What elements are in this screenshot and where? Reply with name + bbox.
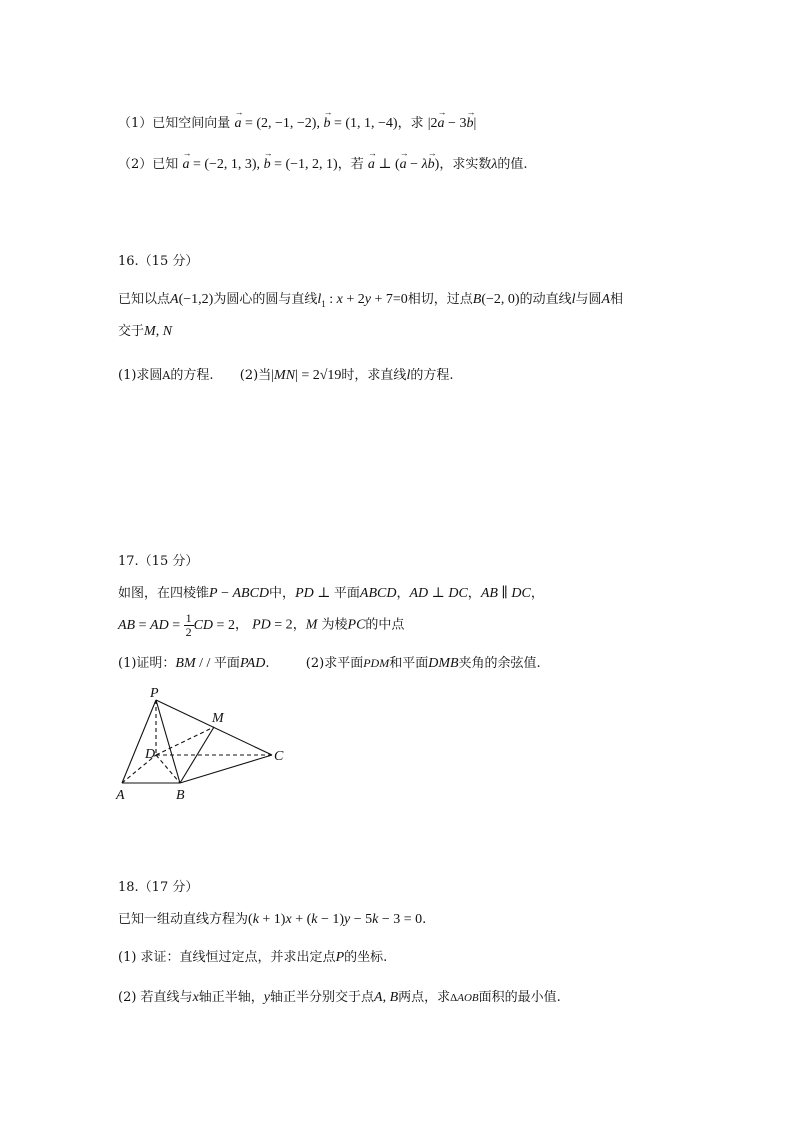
p17-q2-c: 夹角的余弦值.	[458, 656, 541, 671]
p18-q2-line	[118, 986, 561, 1006]
p17-stem-c: 平面	[333, 586, 360, 601]
p15-q2-lambda: λ	[491, 157, 498, 172]
p18-points-ab: A, B	[374, 990, 399, 1005]
p17-line2-d: 的中点	[365, 617, 405, 633]
p16-stem-c: 相切，过点	[407, 292, 473, 307]
p17-plane-dmb: DMB	[428, 656, 459, 671]
p16-q1: (1)求圆	[118, 368, 163, 383]
p18-q2-e: 面积的最小值.	[478, 990, 561, 1005]
p16-q1-b: 的方程.	[170, 368, 214, 383]
p15-q1-line	[118, 112, 476, 132]
p16-stem-a: 已知以点	[118, 292, 171, 307]
label-b: B	[176, 788, 185, 803]
p17-plane-pdm: PDM	[363, 656, 390, 670]
p17-stem-f: ，	[530, 586, 544, 601]
p17-stem-d: ，	[396, 586, 410, 601]
p17-q2-b: 和平面	[389, 656, 429, 671]
p16-stem-e: 与圆	[575, 292, 602, 307]
p17-q1-b: 平面	[213, 656, 240, 671]
p18-x-axis: x	[192, 990, 199, 1005]
p17-line2-c: 为棱	[321, 617, 348, 633]
p18-header: 18.（17 分）	[118, 880, 199, 895]
p17-bm-parallel: BM / /	[175, 656, 214, 671]
edge-pb	[156, 700, 180, 783]
p17-m: M	[305, 617, 318, 633]
p15-q2-vectors: → a = (−2, 1, 3), → b = (−1, 2, 1)	[182, 157, 337, 172]
p18-stem-line: 已知一组动直线方程为(k + 1)x + (k − 1)y − 5k − 3 = 0.	[118, 912, 427, 927]
p17-q2: (2)求平面	[305, 656, 364, 671]
p17-stem-line2	[118, 612, 404, 639]
p17-stem-e: ，	[467, 586, 481, 601]
p16-questions	[118, 364, 453, 384]
p18-q2-d: 两点，求	[398, 990, 451, 1005]
p16-line-l: l	[571, 292, 576, 307]
p17-plane-abcd: ABCD	[359, 586, 397, 601]
p16-stem-line2	[118, 320, 172, 340]
p18-q2-b: 轴正半轴，	[198, 990, 264, 1005]
label-c: C	[274, 749, 284, 764]
p17-stem-a: 如图，在四棱锥	[118, 586, 210, 601]
p15-q2-label: （2）	[118, 157, 153, 172]
p16-line-l1: $l_1$ : x + 2y + 7=0	[317, 292, 408, 309]
p17-q1: (1)证明：	[118, 656, 176, 671]
p16-stem-f: 相	[610, 292, 624, 307]
p17-line2-a: ，	[234, 617, 248, 633]
p16-points-mn: M, N	[144, 324, 173, 339]
p16-header: 16.（15 分）	[118, 254, 199, 269]
p17-stem-b: 中，	[269, 586, 296, 601]
p16-q2-c: 的方程.	[410, 368, 454, 383]
p18-q2-c: 轴正半分别交于点	[270, 990, 375, 1005]
p18-q2: (2) 若直线与	[118, 990, 193, 1005]
p15-q2-text-d: 的值.	[497, 157, 528, 172]
p18-triangle-aob: ΔAOB	[450, 992, 479, 1004]
p18-q1-line	[118, 946, 387, 966]
p17-stem-line	[118, 582, 544, 602]
p18-y-axis: y	[263, 990, 271, 1005]
p16-q2-b: 时，求直线	[341, 368, 407, 383]
label-p: P	[150, 686, 159, 701]
p17-q1-c: .	[265, 656, 270, 671]
p16-q2-l: l	[406, 368, 411, 383]
label-m: M	[212, 711, 224, 726]
p15-q2-text-b: ，若	[337, 157, 364, 172]
p16-point-a: A(−1,2)	[170, 292, 214, 307]
p16-stem-b: 为圆心的圆与直线	[213, 292, 318, 307]
p16-stem-d: 的动直线	[519, 292, 572, 307]
p18-point-p: P	[335, 950, 345, 965]
p18-q1-b: 的坐标.	[344, 950, 388, 965]
p17-ab-parallel-dc: AB ∥ DC	[480, 586, 531, 601]
p18-stem: 已知一组动直线方程为	[118, 912, 249, 927]
p15-q1-text-b: ，求	[397, 116, 424, 131]
p17-ad-perp-dc: AD ⊥ DC	[409, 586, 468, 601]
p17-header: 17.（15 分）	[118, 554, 199, 569]
p16-q2: (2)当	[239, 368, 272, 383]
pyramid-figure	[110, 684, 310, 804]
p16-circle-a: A	[601, 292, 611, 307]
p17-questions	[118, 652, 541, 672]
p18-equation: (k + 1)x + (k − 1)y − 5k − 3 = 0	[248, 912, 423, 927]
p15-q2-line	[118, 153, 528, 173]
p17-plane-pad: PAD	[239, 656, 266, 671]
p17-pd-length: PD = 2	[252, 617, 293, 633]
p17-pd-perp: PD ⊥	[295, 586, 334, 601]
edge-pa	[122, 700, 156, 783]
edge-bc	[180, 755, 272, 783]
p17-line2-b: ，	[292, 617, 306, 633]
p15-q2-condition: → a ⊥ (→ a − λ→ b)	[368, 157, 439, 172]
p17-pc: PC	[347, 617, 366, 633]
label-a: A	[116, 788, 125, 803]
p16-point-b: B(−2, 0)	[472, 292, 520, 307]
p16-q1-a: A	[162, 369, 171, 382]
p15-q1-expression: |2→ a − 3→ b|	[428, 116, 477, 131]
p16-mn-length: |MN| = 2√19	[271, 368, 342, 383]
p17-pyramid: P − ABCD	[209, 586, 270, 601]
p18-q1: (1) 求证：直线恒过定点，并求出定点	[118, 950, 336, 965]
label-d: D	[145, 747, 156, 762]
p15-q2-text-c: ，求实数	[439, 157, 492, 172]
p15-q1-label: （1）	[118, 116, 153, 131]
p16-stem2: 交于	[118, 324, 145, 339]
p17-lengths: AB = AD = $\frac{1}{2}$ CD = 2	[118, 611, 235, 639]
p15-q1-vectors: → a = (2, −1, −2), → b = (1, 1, −4)	[234, 116, 397, 131]
p15-q1-text: 已知空间向量	[152, 116, 231, 131]
p15-q2-text: 已知	[152, 157, 179, 172]
p16-stem-line	[118, 288, 623, 309]
